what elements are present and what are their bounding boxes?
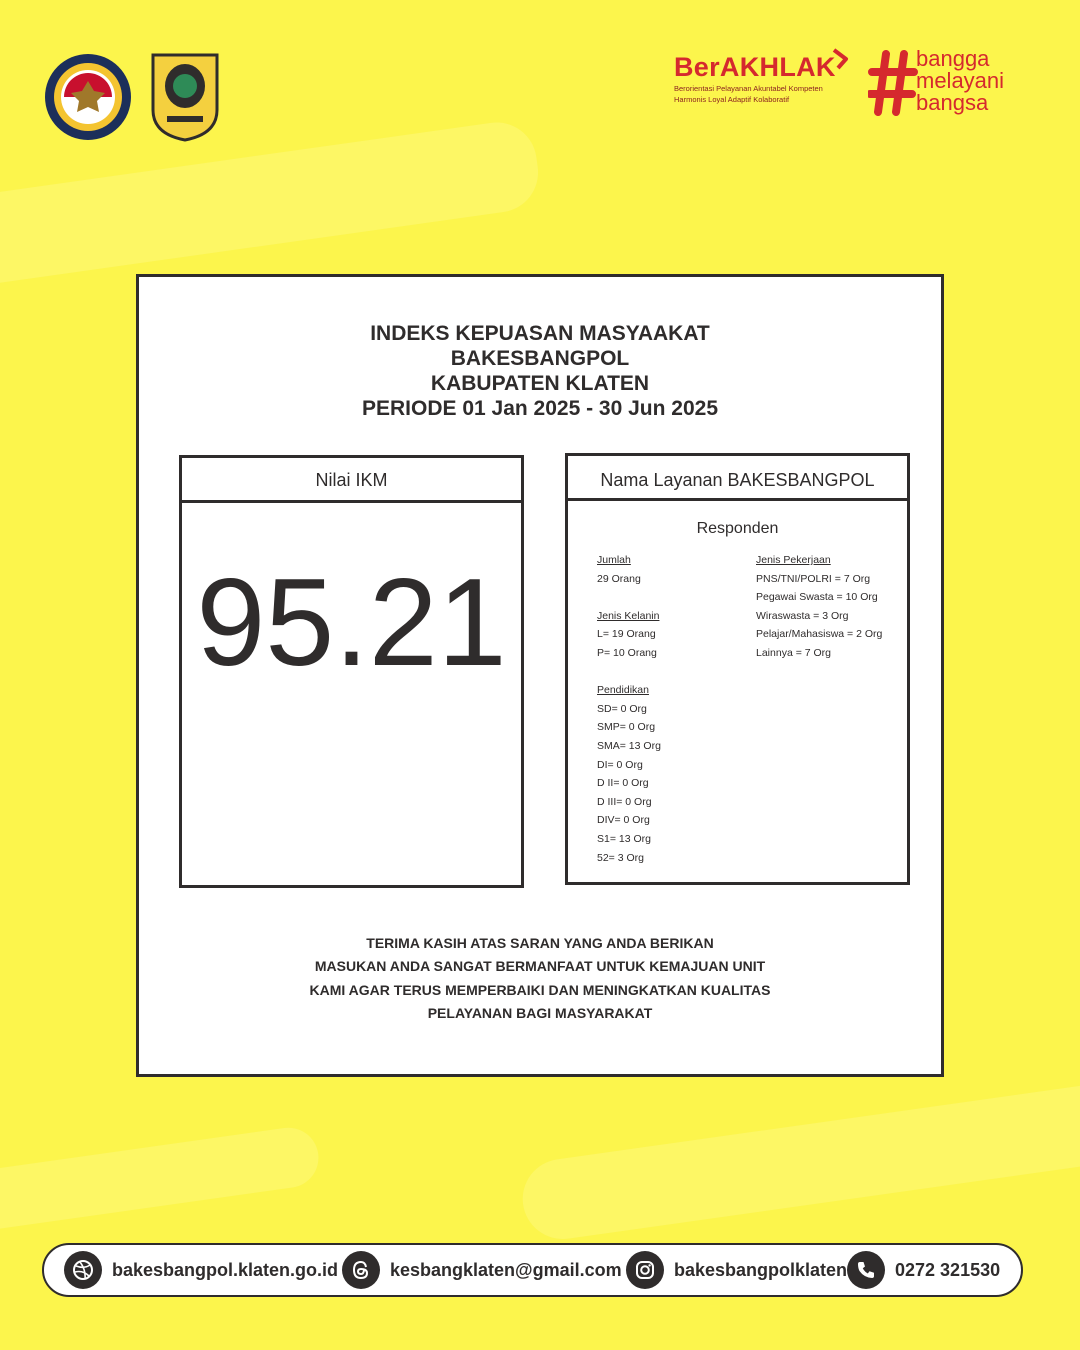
title-line: INDEKS KEPUASAN MASYAAKAT	[370, 322, 710, 345]
instagram-icon	[626, 1251, 664, 1289]
occupation-item: Lainnya = 7 Org	[756, 646, 832, 659]
occupation-item: Pegawai Swasta = 10 Org	[756, 591, 878, 604]
email-link[interactable]	[342, 1251, 622, 1289]
title-line: BAKESBANGPOL	[450, 347, 630, 370]
education-item: DIV= 0 Org	[597, 814, 650, 827]
thanks-line: TERIMA KASIH ATAS SARAN YANG ANDA BERIKAN	[366, 935, 714, 951]
background-streak	[0, 1124, 322, 1236]
occupation-item: PNS/TNI/POLRI = 7 Org	[756, 572, 871, 585]
education-item: SMA= 13 Org	[597, 739, 661, 752]
title-line: KABUPATEN KLATEN	[430, 372, 650, 395]
ikm-label: Nilai IKM	[182, 458, 521, 503]
website-link[interactable]	[64, 1251, 338, 1289]
education-item: D III= 0 Org	[597, 795, 652, 808]
threads-icon	[342, 1251, 380, 1289]
background-streak	[0, 117, 543, 292]
education-label: Pendidikan	[597, 684, 649, 697]
jumlah-label: Jumlah	[597, 554, 631, 566]
period-line: PERIODE 01 Jan 2025 - 30 Jun 2025	[361, 397, 719, 420]
hashtag-icon	[868, 50, 918, 116]
berakhlak-tagline: Harmonis Loyal Adaptif Kolaboratif	[674, 95, 790, 104]
service-respondents-box	[565, 453, 910, 885]
respondents-right-column	[756, 551, 882, 663]
ikm-report-board	[136, 274, 944, 1077]
jumlah-value: 29 Orang	[597, 572, 641, 585]
gender-item: L= 19 Orang	[597, 628, 656, 641]
phone-link[interactable]	[847, 1251, 1000, 1289]
background-streak	[518, 1076, 1080, 1244]
gender-item: P= 10 Orang	[597, 646, 657, 659]
education-item: SD= 0 Org	[597, 702, 647, 715]
phone-icon	[847, 1251, 885, 1289]
bakesbangpol-emblem	[44, 53, 132, 141]
ikm-score-box	[179, 455, 524, 888]
respondents-left-column	[597, 551, 661, 867]
instagram-link[interactable]	[626, 1251, 847, 1289]
thanks-line: PELAYANAN BAGI MASYARAKAT	[427, 1004, 653, 1021]
occupation-label: Jenis Pekerjaan	[756, 554, 831, 566]
education-item: S1= 13 Org	[597, 832, 651, 845]
email-text: kesbangklaten@gmail.com	[390, 1259, 622, 1280]
service-name: Nama Layanan BAKESBANGPOL	[568, 456, 907, 501]
occupation-item: Wiraswasta = 3 Org	[756, 609, 849, 622]
instagram-text: bakesbangpolklaten	[674, 1259, 848, 1280]
education-item: D II= 0 Org	[597, 777, 649, 790]
phone-text: 0272 321530	[895, 1259, 1001, 1280]
thanks-line: MASUKAN ANDA SANGAT BERMANFAAT UNTUK KEMAJUAN UNIT	[314, 958, 766, 975]
chevron-icon	[830, 48, 850, 70]
kabupaten-klaten-crest	[150, 52, 220, 142]
bangga-melayani-bangsa-logo	[868, 46, 1038, 122]
bangga-word: bangga	[916, 46, 990, 71]
thanks-line: KAMI AGAR TERUS MEMPERBAIKI DAN MENINGKATKAN KUALITAS	[309, 981, 771, 998]
respondents-title: Responden	[696, 520, 779, 537]
thank-you-message	[139, 932, 941, 1025]
berakhlak-tagline: Berorientasi Pelayanan Akuntabel Kompeten	[674, 84, 823, 93]
ikm-value: 95.21	[196, 554, 507, 692]
berakhlak-wordmark: BerAKHLAK	[674, 52, 836, 82]
bangga-word: melayani	[916, 68, 1005, 93]
occupation-item: Pelajar/Mahasiswa = 2 Org	[756, 628, 883, 641]
bangga-word: bangsa	[916, 90, 989, 115]
berakhlak-logo	[674, 52, 849, 122]
website-text: bakesbangpol.klaten.go.id	[112, 1259, 339, 1280]
contact-bar	[42, 1243, 1023, 1297]
report-title	[139, 321, 941, 421]
education-item: 52= 3 Org	[597, 851, 644, 864]
gender-label: Jenis Kelanin	[597, 609, 660, 622]
dribbble-icon	[64, 1251, 102, 1289]
education-item: DI= 0 Org	[597, 758, 643, 771]
education-item: SMP= 0 Org	[597, 721, 656, 734]
